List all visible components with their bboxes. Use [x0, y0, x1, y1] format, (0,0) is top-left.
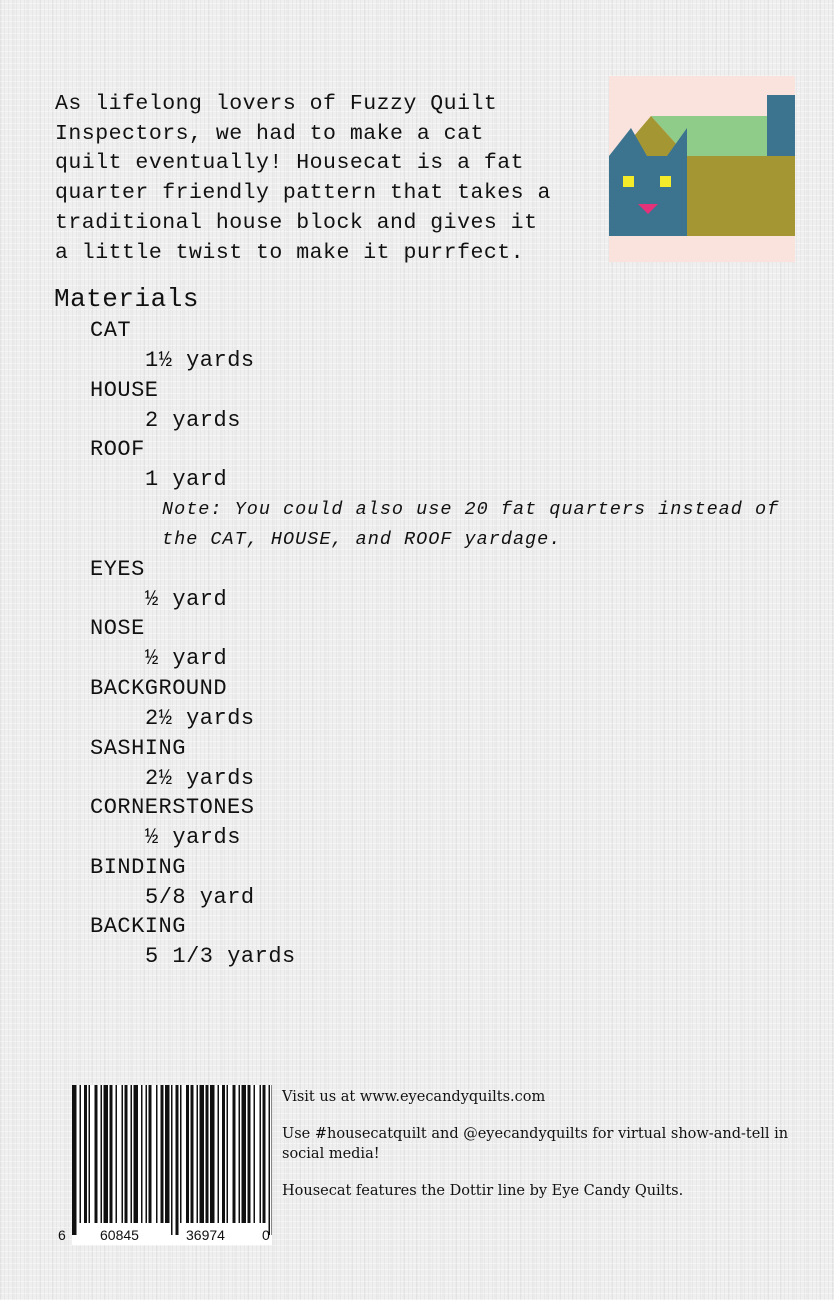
material-name: CORNERSTONES [90, 795, 255, 821]
barcode-bar [141, 1085, 143, 1223]
barcode-bar [206, 1085, 209, 1223]
barcode-bar [171, 1085, 173, 1235]
barcode-bar [84, 1085, 87, 1223]
barcode-bar [176, 1085, 179, 1235]
barcode-bar [186, 1085, 189, 1223]
barcode-bar [218, 1085, 220, 1223]
intro-line: Inspectors, we had to make a cat [55, 121, 484, 146]
barcode-bar [222, 1085, 225, 1223]
material-quantity: 5 1/3 yards [145, 944, 296, 970]
material-name: BINDING [90, 854, 186, 880]
barcode-bar [110, 1085, 113, 1223]
material-nose [90, 614, 802, 674]
material-name: ROOF [90, 437, 145, 463]
barcode-bar [134, 1085, 139, 1223]
material-name: BACKGROUND [90, 675, 228, 701]
intro-line: quilt eventually! Housecat is a fat [55, 151, 525, 176]
intro-line: traditional house block and gives it [55, 210, 538, 235]
footer-info [282, 1087, 822, 1218]
material-name: HOUSE [90, 377, 159, 403]
barcode-bar [146, 1085, 148, 1223]
barcode-bar [272, 1085, 273, 1235]
material-binding [90, 853, 802, 913]
website-text: Visit us at www.eyecandyquilts.com [282, 1089, 546, 1105]
barcode-bar [254, 1085, 256, 1223]
intro-line: quarter friendly pattern that takes a [55, 181, 551, 206]
intro-line: a little twist to make it purrfect. [55, 240, 525, 265]
material-backing [90, 912, 802, 972]
yardage-note: Note: You could also use 20 fat quarters instead of the CAT, HOUSE, and ROOF yardage. [162, 498, 780, 550]
material-name: SASHING [90, 735, 186, 761]
cat-eye-left [623, 176, 634, 187]
barcode-bar [116, 1085, 118, 1223]
barcode-bar [242, 1085, 247, 1223]
barcode-bar [104, 1085, 109, 1223]
house-body [687, 156, 795, 236]
barcode-digit: 36974 [186, 1227, 225, 1243]
barcode-bars [72, 1085, 272, 1245]
material-background [90, 674, 802, 734]
material-quantity: 2½ yards [145, 705, 255, 731]
material-quantity: ½ yards [145, 825, 241, 851]
material-sashing [90, 734, 802, 794]
barcode-bar [95, 1085, 98, 1223]
barcode-bar [125, 1085, 128, 1223]
barcode-bar [269, 1085, 271, 1235]
barcode-bar [210, 1085, 215, 1223]
cat-eye-right [660, 176, 671, 187]
barcode-bar [122, 1085, 124, 1223]
intro-paragraph [55, 90, 600, 268]
barcode-bar [263, 1085, 266, 1223]
barcode-bar [156, 1085, 158, 1223]
material-name: NOSE [90, 616, 145, 642]
material-name: CAT [90, 318, 132, 343]
material-house [90, 376, 802, 436]
barcode-bar [149, 1085, 152, 1223]
barcode-bar [248, 1085, 251, 1223]
material-eyes [90, 555, 802, 615]
barcode-bar [191, 1085, 194, 1223]
fabric-line-text: Housecat features the Dottir line by Eye Candy Quilts. [282, 1183, 684, 1199]
material-quantity: 5/8 yard [145, 884, 255, 910]
barcode [58, 1085, 272, 1245]
barcode-bar [80, 1085, 82, 1223]
barcode-digit: 6 [58, 1227, 66, 1243]
barcode-bar [197, 1085, 199, 1223]
intro-line: As lifelong lovers of Fuzzy Quilt [55, 92, 498, 116]
barcode-bar [260, 1085, 262, 1223]
barcode-bar [131, 1085, 133, 1223]
social-text: Use #housecatquilt and @eyecandyquilts for virtual show-and-tell in social media! [282, 1126, 789, 1162]
barcode-bar [200, 1085, 205, 1223]
barcode-bar [180, 1085, 182, 1223]
barcode-bar [233, 1085, 236, 1223]
barcode-bar [72, 1085, 77, 1235]
barcode-bar [89, 1085, 91, 1223]
barcode-bar [161, 1085, 164, 1223]
materials-list [90, 316, 802, 972]
barcode-bar [101, 1085, 103, 1223]
material-quantity: 1 yard [145, 467, 228, 493]
barcode-bar [165, 1085, 170, 1223]
barcode-bar [227, 1085, 229, 1223]
material-quantity: 2 yards [145, 407, 241, 433]
material-quantity: 1½ yards [145, 348, 255, 373]
barcode-bar [239, 1085, 241, 1223]
material-quantity: ½ yard [145, 586, 228, 612]
material-roof [90, 435, 802, 555]
materials-heading: Materials [54, 284, 199, 314]
housecat-block-illustration [609, 76, 795, 262]
material-cat [90, 316, 802, 376]
material-cornerstones [90, 793, 802, 853]
barcode-digit: 60845 [100, 1227, 139, 1243]
chimney [767, 95, 795, 156]
housecat-block-image [609, 76, 795, 262]
material-quantity: 2½ yards [145, 765, 255, 791]
material-name: BACKING [90, 914, 186, 940]
barcode-digit: 0 [262, 1227, 270, 1243]
material-name: EYES [90, 556, 145, 582]
material-quantity: ½ yard [145, 646, 228, 672]
